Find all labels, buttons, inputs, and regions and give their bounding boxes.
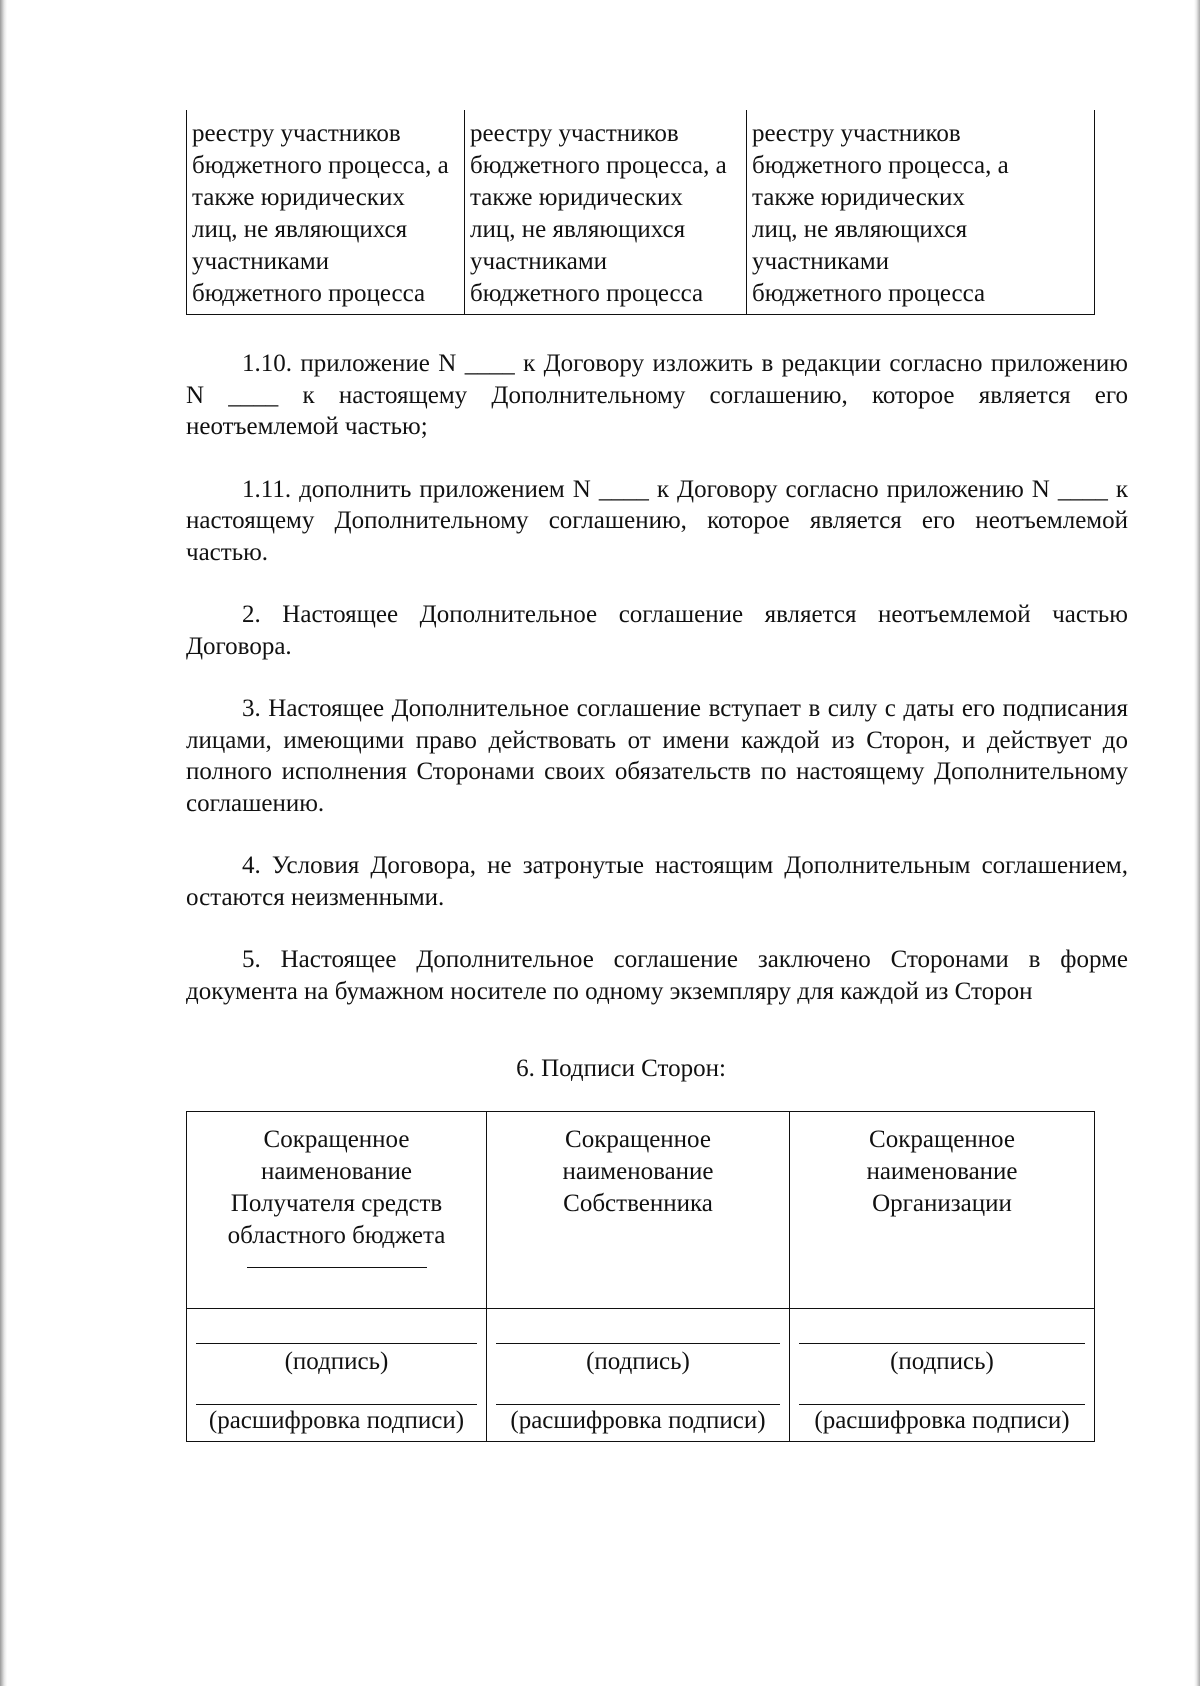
signature-caption: (подпись) — [586, 1347, 690, 1375]
paragraph-1-11: 1.11. дополнить приложением N ____ к Договору согласно приложению N ____ к настоящему Дополнительному соглашению, которое является его неотъемлемой частью. — [186, 475, 1128, 566]
paragraph-3: 3. Настоящее Дополнительное соглашение вступает в силу с даты его подписания лицами, имеющими право действовать от имени каждой из Сторон, и действует до полного исполнения Сторонами своих обязательств по настоящему Дополнительному соглашению. — [186, 695, 1128, 817]
decode-caption: (расшифровка подписи) — [510, 1406, 766, 1434]
signatures-heading: 6. Подписи Сторон: — [516, 1055, 726, 1082]
signature-party-organization — [790, 1111, 1095, 1308]
signature-cell-organization — [790, 1308, 1095, 1441]
signature-party-recipient — [187, 1111, 487, 1308]
document-page — [186, 110, 1128, 1442]
signatures-table — [186, 1111, 1095, 1442]
page-edge-right — [1194, 0, 1200, 1686]
table-cell-2: реестру участников бюджетного процесса, а также юридических лиц, не являющихся участниками бюджетного процесса — [465, 110, 747, 315]
decode-caption: (расшифровка подписи) — [814, 1406, 1070, 1434]
signature-cell-recipient — [187, 1308, 487, 1441]
paragraph-4: 4. Условия Договора, не затронутые настоящим Дополнительным соглашением, остаются неизменными. — [186, 852, 1128, 911]
signature-party-owner — [487, 1111, 790, 1308]
party-name-organization: Сокращенное наименование Организации — [866, 1125, 1018, 1217]
paragraph-2: 2. Настоящее Дополнительное соглашение является неотъемлемой частью Договора. — [186, 601, 1128, 660]
party-name-owner: Сокращенное наименование Собственника — [562, 1125, 714, 1217]
decode-caption: (расшифровка подписи) — [208, 1406, 465, 1434]
signature-caption: (подпись) — [890, 1347, 994, 1375]
signature-cell-owner — [487, 1308, 790, 1441]
page-edge-left — [0, 0, 7, 1686]
signature-caption: (подпись) — [284, 1347, 389, 1375]
recipients-table — [186, 110, 1095, 315]
signatures-sign-row — [187, 1308, 1095, 1441]
signature-line — [196, 1343, 477, 1344]
paragraph-1-10: 1.10. приложение N ____ к Договору изложить в редакции согласно приложению N ____ к настоящему Дополнительному соглашению, которое является его неотъемлемой частью; — [186, 350, 1128, 440]
table-cell-3: реестру участников бюджетного процесса, а также юридических лиц, не являющихся участниками бюджетного процесса — [747, 110, 1095, 315]
signatures-header-row — [187, 1111, 1095, 1308]
table-cell-1: реестру участников бюджетного процесса, а также юридических лиц, не являющихся участниками бюджетного процесса — [187, 110, 465, 315]
signature-line — [496, 1343, 780, 1344]
blank-underline — [247, 1267, 427, 1268]
table-row — [187, 110, 1095, 315]
party-name-recipient: Сокращенное наименование Получателя средств областного бюджета — [227, 1125, 446, 1249]
signature-line — [799, 1343, 1085, 1344]
paragraph-5: 5. Настоящее Дополнительное соглашение заключено Сторонами в форме документа на бумажном носителе по одному экземпляру для каждой из Сторон — [186, 946, 1128, 1005]
